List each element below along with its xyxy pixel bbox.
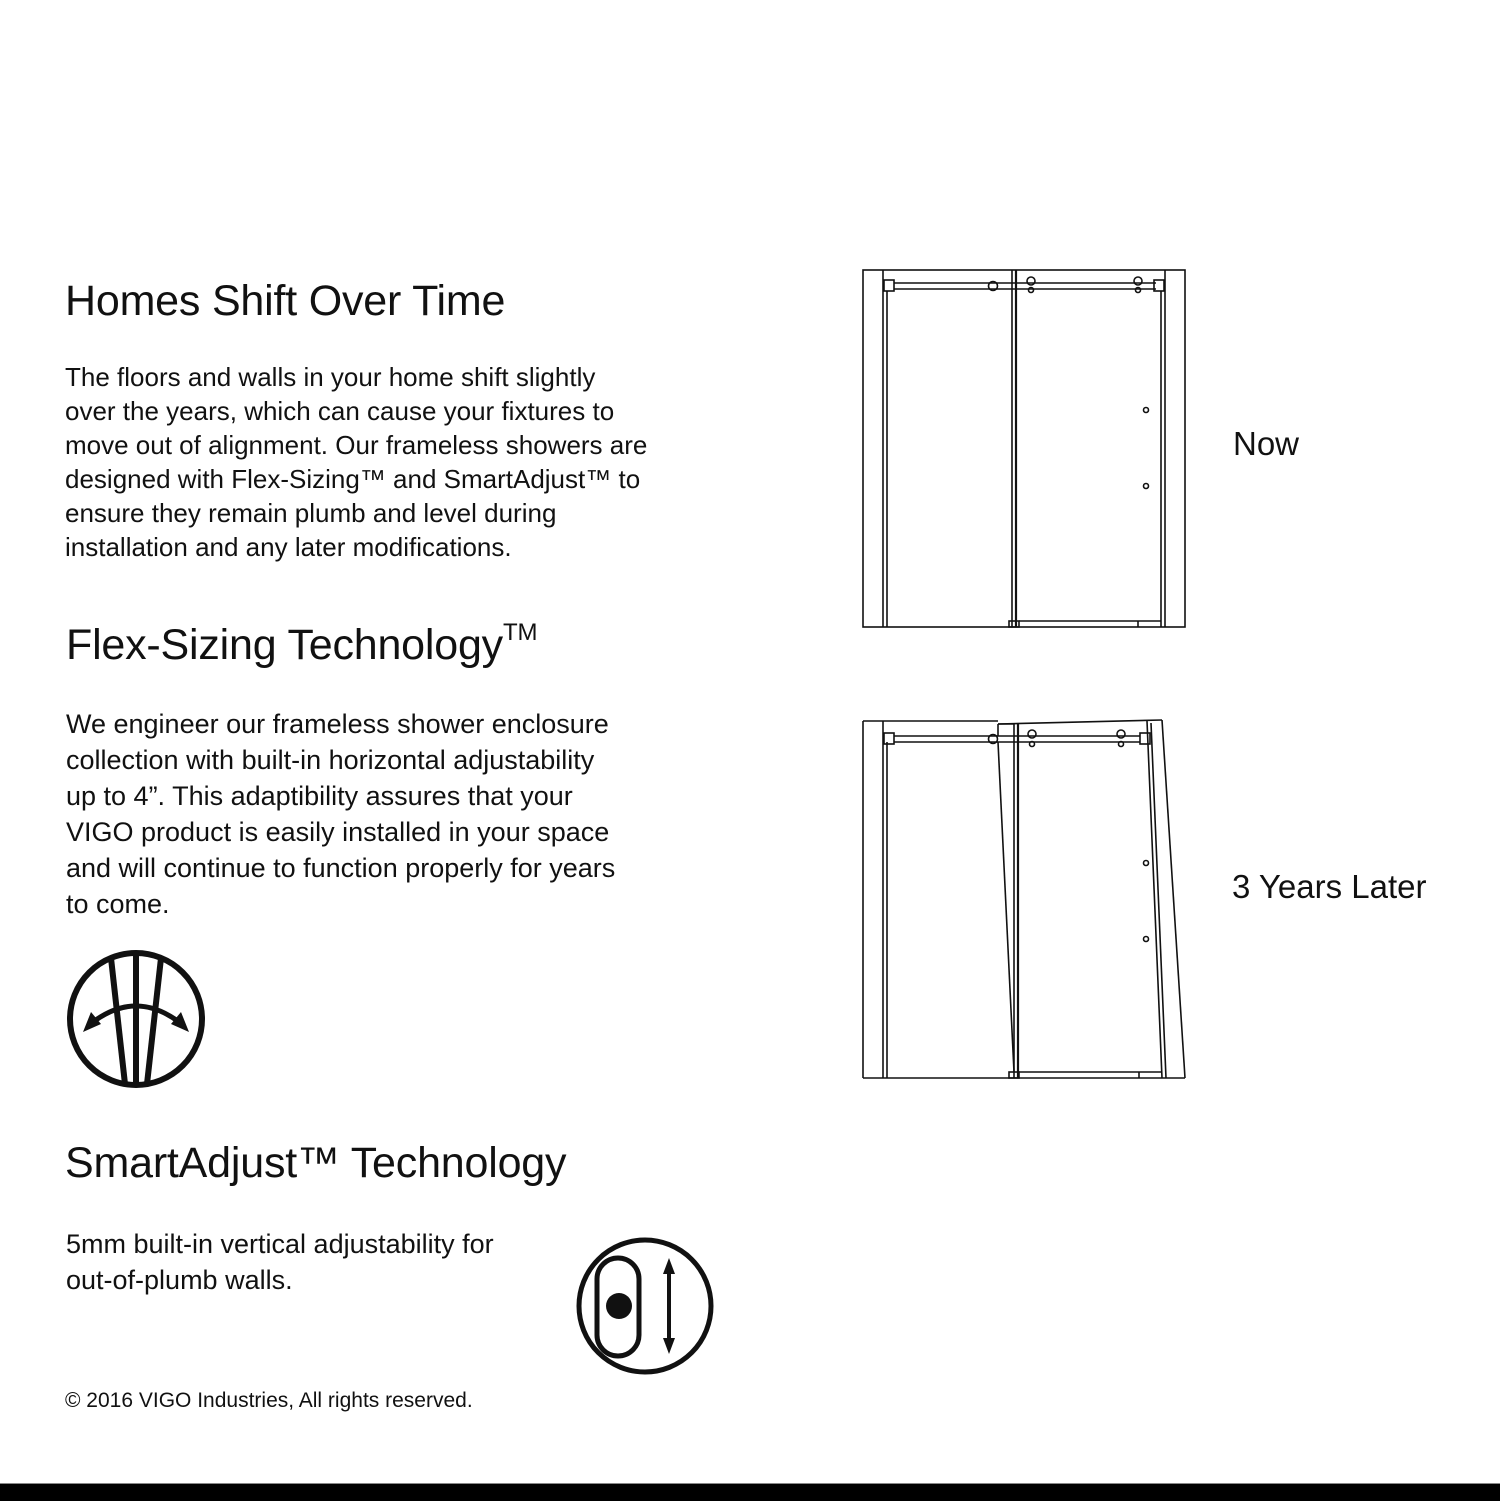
copyright-text: © 2016 VIGO Industries, All rights reserved. — [65, 1389, 473, 1412]
section-body-flex-sizing: We engineer our frameless shower enclosure collection with built-in horizontal adjustability up to 4”. This adaptibility assures that your VIGO product is easily installed in your space and will continue to function properly for years to come. — [66, 709, 616, 919]
section-title-flex-sizing — [66, 619, 538, 669]
diagram-label-3-years-later: 3 Years Later — [1232, 868, 1427, 905]
section-title-smartadjust: SmartAdjust™ Technology — [65, 1139, 567, 1187]
wall-outline — [863, 270, 1185, 627]
flex-sizing-icon — [65, 948, 207, 1090]
smartadjust-icon — [575, 1236, 717, 1378]
bottom-bar — [0, 1483, 1500, 1501]
section-body-homes-shift: The floors and walls in your home shift slightly over the years, which can cause your fixtures to move out of alignment. Our frameless showers are designed with Flex-Sizing™ and SmartAdjust™ to ensure they remain plumb and level during installation and any later modifications. — [65, 362, 648, 562]
flex-sizing-title-text: Flex-Sizing Technology — [66, 621, 503, 669]
section-body-smartadjust: 5mm built-in vertical adjustability for out-of-plumb walls. — [66, 1229, 494, 1295]
shower-diagram-3-years-later — [862, 720, 1187, 1080]
shower-diagram-now — [862, 269, 1187, 629]
section-title-homes-shift: Homes Shift Over Time — [65, 277, 506, 325]
diagram-label-now: Now — [1233, 425, 1300, 462]
trademark-mark: TM — [502, 619, 538, 646]
